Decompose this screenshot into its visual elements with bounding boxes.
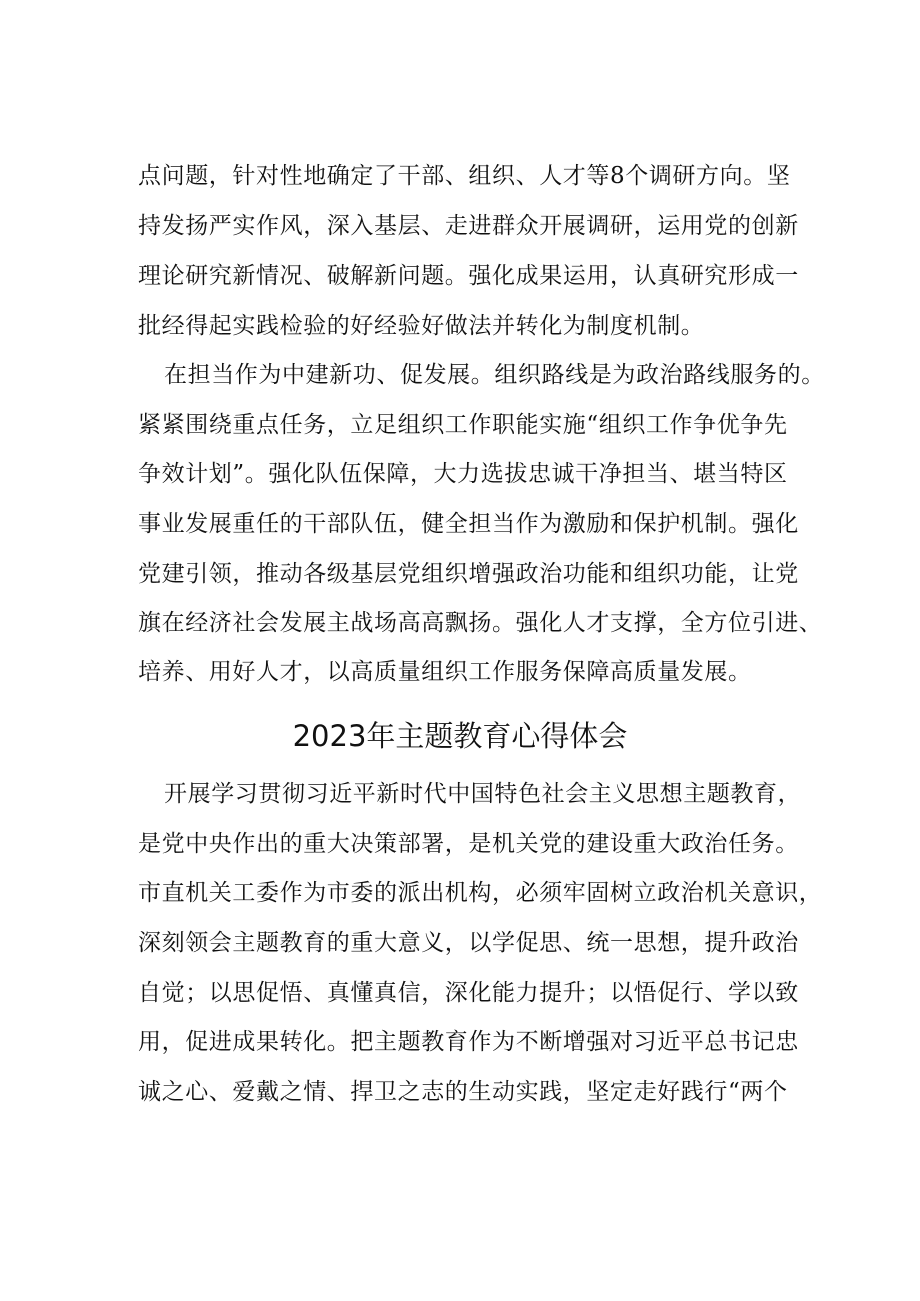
section-heading: 2023年主题教育心得体会 (292, 719, 628, 753)
paragraph-line: 诚之心、爱戴之情、捍卫之志的生动实践，坚定走好践行“两个 (138, 1079, 788, 1105)
paragraph-line: 批经得起实践检验的好经验好做法并转化为制度机制。 (138, 313, 705, 339)
paragraph-line: 市直机关工委作为市委的派出机构，必须牢固树立政治机关意识， (138, 880, 823, 906)
paragraph-line: 理论研究新情况、破解新问题。强化成果运用，认真研究形成一 (138, 263, 799, 289)
paragraph-line: 用，促进成果转化。把主题教育作为不断增强对习近平总书记忠 (138, 1029, 799, 1055)
paragraph-line: 党建引领，推动各级基层党组织增强政治功能和组织功能，让党 (138, 561, 799, 587)
paragraph-line: 紧紧围绕重点任务，立足组织工作职能实施“组织工作争优争先 (138, 412, 788, 438)
paragraph-line: 在担当作为中建新功、促发展。组织路线是为政治路线服务的。 (164, 362, 825, 388)
paragraph-line: 是党中央作出的重大决策部署，是机关党的建设重大政治任务。 (138, 831, 799, 857)
paragraph-line: 旗在经济社会发展主战场高高飘扬。强化人才支撑，全方位引进、 (138, 610, 823, 636)
paragraph-line: 点问题，针对性地确定了干部、组织、人才等8个调研方向。坚 (138, 163, 791, 189)
paragraph-line: 培养、用好人才，以高质量组织工作服务保障高质量发展。 (138, 659, 752, 685)
paragraph-line: 深刻领会主题教育的重大意义，以学促思、统一思想，提升政治 (138, 930, 799, 956)
paragraph-line: 持发扬严实作风，深入基层、走进群众开展调研，运用党的创新 (138, 213, 799, 239)
paragraph-line: 开展学习贯彻习近平新时代中国特色社会主义思想主题教育， (164, 781, 802, 807)
paragraph-line: 事业发展重任的干部队伍，健全担当作为激励和保护机制。强化 (138, 511, 799, 537)
paragraph-line: 争效计划”。强化队伍保障，大力选拔忠诚干净担当、堪当特区 (138, 461, 788, 487)
paragraph-line: 自觉；以思促悟、真懂真信，深化能力提升；以悟促行、学以致 (138, 980, 799, 1006)
